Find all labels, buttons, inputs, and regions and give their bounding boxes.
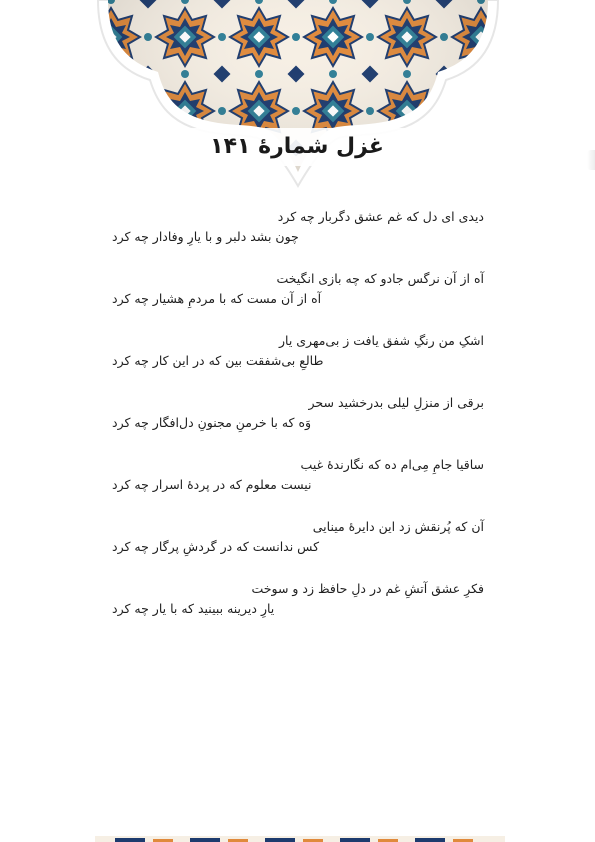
tile-border-icon: [95, 836, 505, 842]
hemistich-second: [112, 475, 484, 495]
hemistich-first: فکرِ عشق آتشِ غم در دلِ حافظ زد و سوخت: [251, 581, 484, 596]
couplet: [112, 393, 484, 455]
couplet: [112, 269, 484, 331]
hemistich-second-text: کس ندانست که در گردشِ پرگار چه کرد: [112, 539, 320, 554]
hemistich-first: اشکِ من رنگِ شفق یافت ز بی‌مهری یار: [278, 333, 484, 348]
hemistich-second-text: نیست معلوم که در پردهٔ اسرار چه کرد: [112, 477, 312, 492]
hemistich-second: [112, 413, 484, 433]
hemistich-second: [112, 351, 484, 371]
hemistich-first: آه از آن نرگس جادو که چه بازی انگیخت: [276, 271, 484, 286]
poem-title: غزل شمارهٔ ۱۴۱: [210, 134, 384, 159]
hemistich-first: برقی از منزلِ لیلی بدرخشید سحر: [308, 395, 484, 410]
hemistich-second-text: چون بشد دلبر و با یارِ وفادار چه کرد: [112, 229, 299, 244]
hemistich-second: [112, 289, 484, 309]
couplet: [112, 517, 484, 579]
hemistich-first: آن که پُرنقش زد این دایرهٔ مینایی: [312, 519, 484, 534]
hemistich-second: [112, 227, 484, 247]
side-edge-decoration: [587, 150, 595, 170]
hemistich-second: [112, 537, 484, 557]
poem-body: [112, 207, 484, 641]
couplet: [112, 331, 484, 393]
hemistich-second: [112, 599, 484, 619]
hemistich-first: دیدی ای دل که غم عشق دگربار چه کرد: [277, 209, 484, 224]
hemistich-second-text: طالعِ بی‌شفقت بین که در این کار چه کرد: [112, 353, 324, 368]
couplet: [112, 207, 484, 269]
hemistich-second-text: یارِ دیرینه ببینید که با یار چه کرد: [112, 601, 275, 616]
couplet: [112, 579, 484, 641]
hemistich-second-text: آه از آن مست که با مردمِ هشیار چه کرد: [112, 291, 322, 306]
couplet: [112, 455, 484, 517]
hemistich-second-text: وَه که با خرمنِ مجنونِ دل‌افگار چه کرد: [112, 415, 312, 430]
hemistich-first: ساقیا جامِ مِی‌ام ده که نگارندهٔ غیب: [300, 457, 484, 472]
